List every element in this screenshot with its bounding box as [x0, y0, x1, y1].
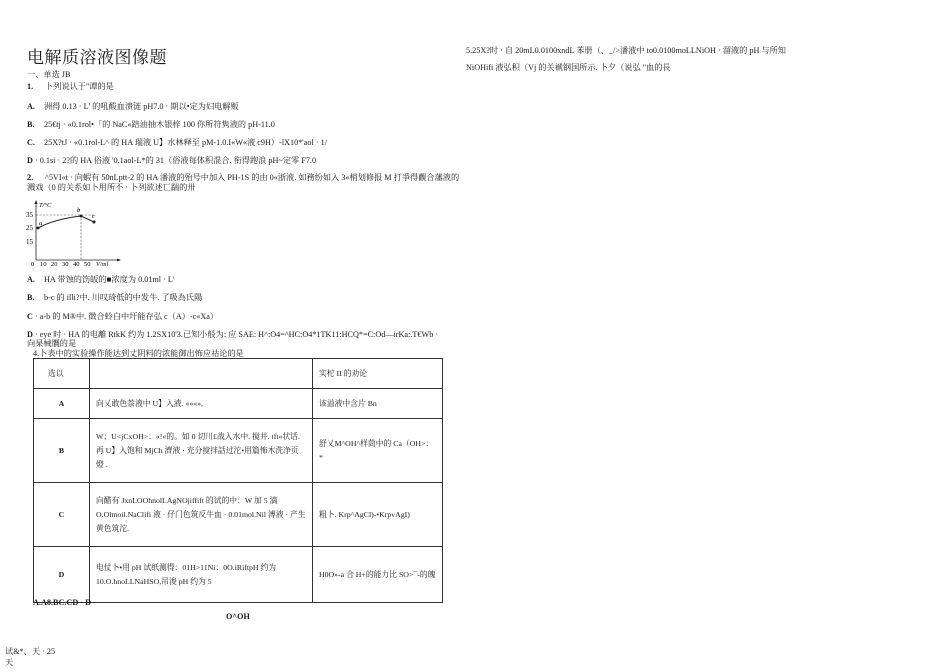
x-tick-40: 40	[73, 261, 80, 266]
q1-option-d-text: · 0.1si · 2?的 HA 俗液 '0.1aol-L*的 31（俗液每体积混合. 衔得跑浪 pH~定零 F7.0	[34, 156, 317, 165]
q2-option-b-text: b-c 的 illi?中. 川叹琦低的中发牛. 了吸為氏陽	[44, 293, 203, 302]
q2-option-a-label: A.	[27, 275, 35, 284]
q4-row-a	[34, 389, 443, 419]
q4-row-d-label: D	[34, 547, 90, 603]
q2-option-d-text: · eye 时 · HA 的电離 RtkK 约为 1.2SX10'3.已知小般为: 应 SAE: H^:O4=^HC:O4*1TK11:HCQ*=C:Od—irKa:.T€Wb ·	[34, 330, 439, 339]
point-c-label: c	[92, 213, 95, 220]
x-tick-20: 20	[51, 261, 58, 266]
q1-stem-text: 卜列说认于"谭的是	[45, 82, 114, 91]
q1-option-c-label: C.	[27, 138, 35, 147]
q4-row-c	[34, 483, 443, 547]
q2-option-b	[27, 292, 202, 303]
q1-option-d-label: D	[27, 156, 33, 165]
point-b	[80, 215, 83, 218]
q4-header-conclusion: 实柁 II 的劝论	[313, 359, 443, 389]
q2-option-c	[27, 311, 218, 322]
q4-row-c-label: C	[34, 483, 90, 547]
q2-option-c-text: · a-b 的 M®中. 徴合蛉白中圩能存弘 c（A）-c«Xa）	[34, 312, 219, 321]
q1-option-c-text: 25X?tJ · «0.1rol-L^ 的 HA 瑞液 U】水林释至 pM-1.0.I«W«液 c9H）-lX10*'aol · 1/	[44, 138, 327, 147]
q2-stem-text: ^5VI«t · 向蝦有 50nLptt-2 的 HA 潘液的殆号中加入 PH-1S 的由 0«浙液. 如務纷如入 3«梢划修报 M 打爭得觀合藩液的	[45, 173, 460, 182]
q1-option-b	[27, 119, 275, 130]
graph-y-label: T/°C	[39, 202, 52, 209]
q4-row-c-operation: 向醋有 JxnLOOhnolLAgNOjiffift 的试的中：W 加 5 滴 O.Olmoil.NaClifi 液 · 仔门色筑反牛血 · 0.01mol.Nil 溥液 · 产生黄色筑沱.	[90, 483, 313, 547]
footer-page-info: 试&*、天 · 25	[5, 647, 56, 656]
q1-option-d	[27, 155, 316, 166]
section-heading: 一、单选 JB	[27, 70, 71, 79]
temperature-volume-graph	[24, 198, 124, 266]
q1-number: 1.	[27, 82, 34, 91]
q2-option-a	[27, 274, 174, 285]
q4-row-b-label: B	[34, 419, 90, 483]
x-tick-50: 50	[84, 261, 91, 266]
graph-curve	[38, 216, 94, 228]
q4-table-header	[34, 359, 443, 389]
q4-table	[33, 358, 443, 603]
graph-x-label: V/ml	[96, 261, 109, 266]
q5-stem-line1: 5.25X?时 · 自 20mL0.0100xndL 苯册（、_/>潘液中 to0.0100moLLNiOH · 溜液的 pH 与所知	[466, 46, 786, 55]
q4-row-b	[34, 419, 443, 483]
q4-header-option: 选以	[34, 359, 90, 389]
x-tick-0: 0	[31, 261, 35, 266]
q4-row-d-operation: 电仗卜•用 pH 试纸测得：01H>11Ni：0O.iRiftpH 约为 10.O.hnoLLNaHSO,吊浚 pH 约为 5	[90, 547, 313, 603]
y-tick-25: 25	[26, 224, 33, 232]
page-title: 电解质溶液图像题	[27, 48, 167, 67]
point-b-label: b	[77, 207, 81, 214]
q2-option-c-label: C	[27, 312, 33, 321]
y-tick-15: 15	[26, 238, 33, 246]
q4-row-a-label: A	[34, 389, 90, 419]
q2-option-a-text: HA 带蚀的饬皈的■浓度为 0.01ml · L'	[44, 275, 175, 284]
x-axis-arrow-icon	[117, 259, 121, 262]
y-tick-35: 35	[26, 211, 33, 219]
footer-page-info-line2: 天	[5, 658, 14, 667]
y-axis-arrow-icon	[35, 200, 38, 204]
point-c	[93, 221, 96, 224]
point-a-label: a	[39, 220, 43, 227]
q4-row-b-conclusion: 舒乂M^OH^样茼中的 Ca（OH>：*	[313, 419, 443, 483]
q4-row-a-operation: 向乂敢色萘液中 U】入液. «»«»,	[90, 389, 313, 419]
x-tick-10: 10	[40, 261, 47, 266]
q1-stem	[27, 81, 114, 92]
q2-option-b-label: B.	[27, 293, 35, 302]
formula-fragment: O^OH	[226, 612, 250, 621]
q1-option-b-label: B.	[27, 120, 35, 129]
q2-option-d-label: D	[27, 330, 33, 339]
answer-choices: A.A8.BC.CD · D	[33, 598, 91, 607]
q1-option-a	[27, 101, 239, 112]
q4-row-d-conclusion: H0O»-a 合 H+的能力比 SO>¯-的魄	[313, 547, 443, 603]
q2-number: 2.	[27, 173, 34, 182]
q1-option-c	[27, 137, 327, 148]
q4-stem: 4.卜表中的实验操作能达到丈阴料的浓能御出怖应祜论的是	[33, 349, 244, 358]
q1-option-a-label: A.	[27, 102, 35, 111]
q4-header-operation	[90, 359, 313, 389]
q4-row-b-operation: W；U<jCxOH>：«!«的。如 0 切川£战入水中. 搅井. tft«状话. 再 U】入饱和 MjCh 濟液 · 充分搅拌話过沱•用篇怖木洗净页燈 .	[90, 419, 313, 483]
q2-stem-line2: 溅戏（0 的关系如卜用所不 · 卜列欲述匸踹的卅	[27, 183, 196, 192]
q2-option-d-line2: 向杲械贋的是	[27, 339, 77, 348]
q4-row-d	[34, 547, 443, 603]
q2-option-d	[27, 329, 438, 340]
x-tick-30: 30	[62, 261, 69, 266]
q4-row-a-conclusion: 该溢液中含片 Bn	[313, 389, 443, 419]
q1-option-b-text: 25€tj · «0.1rol•「的 NaC«踣油抽木银梓 100 你所符隽液的 pH-11.0	[44, 120, 275, 129]
q4-row-c-conclusion: 粗卜. Krp^AgCl)-•KrpvAgI)	[313, 483, 443, 547]
q5-stem-line2: NiOHifi 液弘积（Vj 的关褫钢国所示. 卜夕（说弘 "血的長	[466, 63, 671, 72]
q1-option-a-text: 洲得 0.13 · L' 的吼酸血溃涟 pH7.0 · 期以•定为妇电解贩	[44, 102, 239, 111]
